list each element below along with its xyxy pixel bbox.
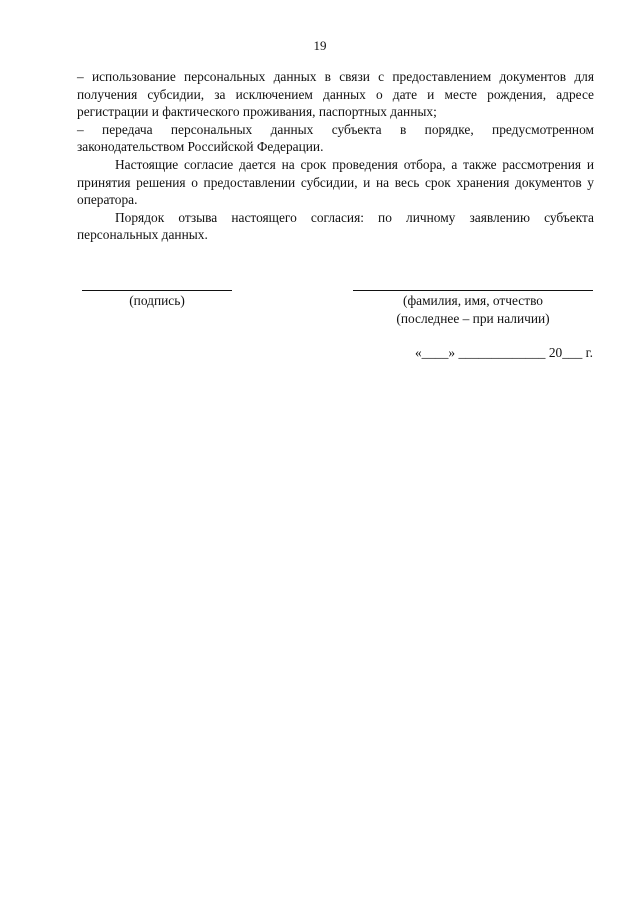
signature-caption: (подпись) <box>129 293 185 308</box>
paragraph-data-transfer: – передача персональных данных субъекта в порядке, предусмотренном законодательством Российской Федерации. <box>77 121 594 155</box>
date-line: «____» _____________ 20___ г. <box>414 345 593 360</box>
page-number: 19 <box>313 38 327 53</box>
document-body <box>77 68 594 244</box>
full-name-caption-line2: (последнее – при наличии) <box>396 310 550 326</box>
paragraph-consent-term: Настоящие согласие дается на срок проведения отбора, а также рассмотрения и принятия решения о предоставлении субсидии, и на весь срок хранения документов у оператора. <box>77 156 594 208</box>
full-name-line <box>353 290 593 291</box>
full-name-caption-line1: (фамилия, имя, отчество <box>402 293 544 308</box>
paragraph-revocation: Порядок отзыва настоящего согласия: по личному заявлению субъекта персональных данных. <box>77 209 594 243</box>
full-name-caption <box>353 292 593 327</box>
paragraph-data-usage: – использование персональных данных в связи с предоставлением документов для получения субсидии, за исключением данных о дате и месте рождения, адресе регистрации и фактического проживания, паспортных данных; <box>77 69 594 120</box>
signature-line <box>82 290 232 291</box>
